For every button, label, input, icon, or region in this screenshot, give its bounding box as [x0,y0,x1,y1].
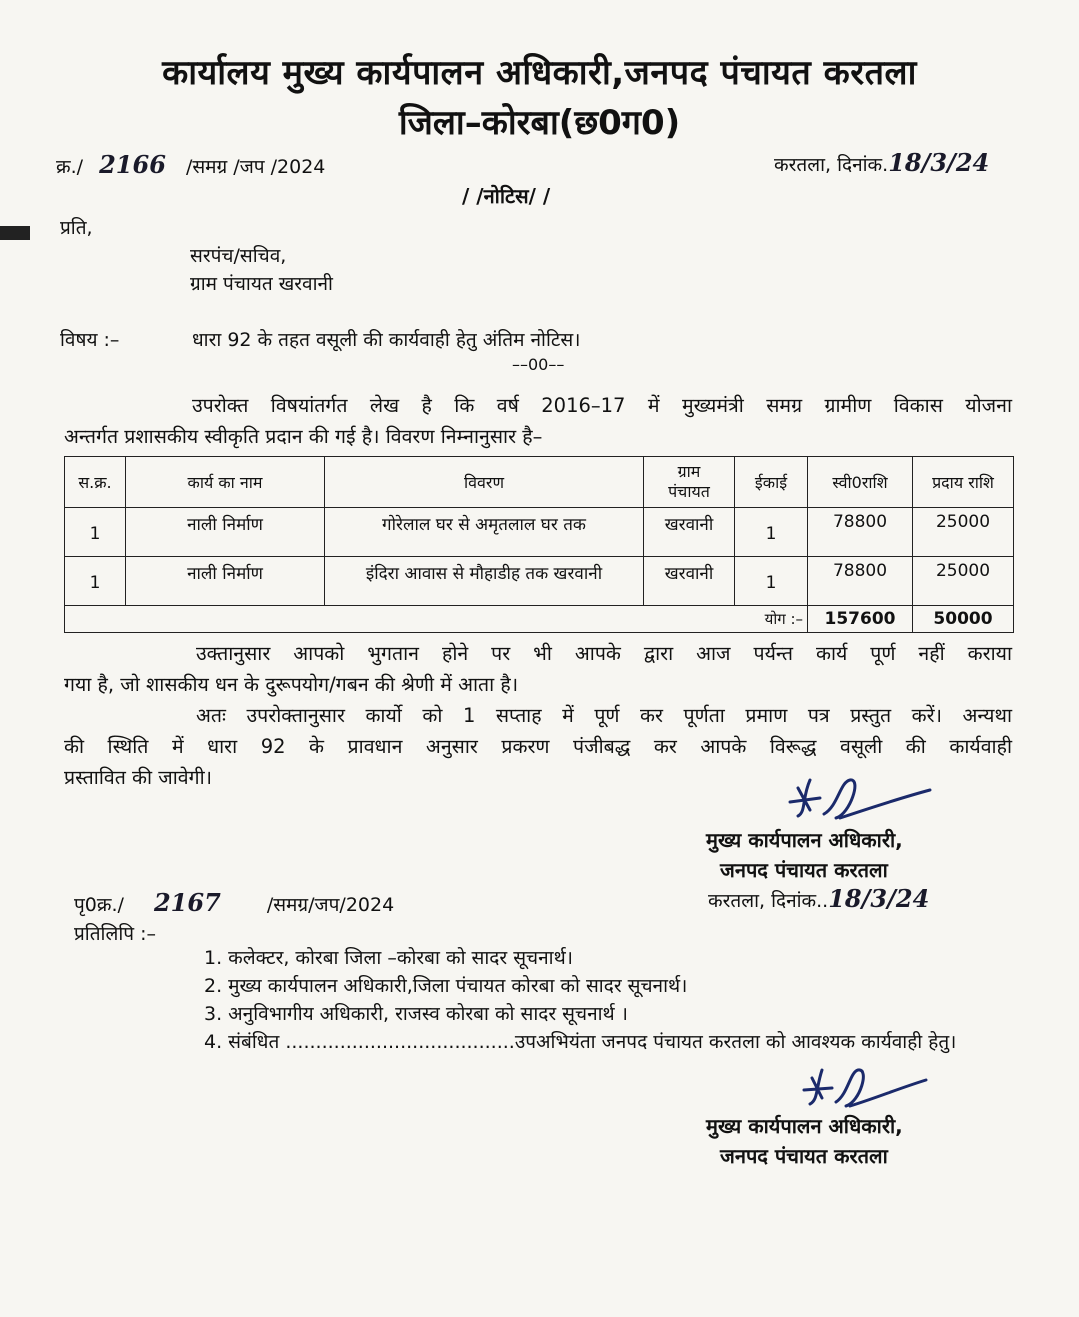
cell-details: गोरेलाल घर से अमृतलाल घर तक [325,508,644,557]
recipient-line2: ग्राम पंचायत खरवानी [190,273,333,295]
copy-item: 1. कलेक्टर, कोरबा जिला –कोरबा को सादर सूचनार्थ। [204,947,573,969]
reference-number: 2166 [99,150,166,179]
cell-work-name: नाली निर्माण [126,508,325,557]
cell-gram: खरवानी [644,557,735,606]
header-sanctioned: स्वी0राशि [808,457,913,508]
intro-paragraph [64,390,1012,452]
place-date-label: करतला, दिनांक. [774,154,889,176]
signature-1-handwritten-date: 18/3/24 [828,884,930,913]
total-label: योग :– [65,606,808,633]
table-header-row [65,457,1014,508]
table-total-row [65,606,1014,633]
handwritten-date: 18/3/24 [888,148,990,177]
signature-2-office: जनपद पंचायत करतला [720,1144,888,1168]
table-row [65,508,1014,557]
total-sanctioned: 157600 [808,606,913,633]
works-table [64,456,1014,633]
intro-line1: उपरोक्त विषयांतर्गत लेख है कि वर्ष 2016–17 में मुख्यमंत्री समग्र ग्रामीण विकास योजना [192,394,1012,417]
body2-line3: प्रस्तावित की जावेगी। [64,766,213,789]
copy-item: 4. संबंधित ......................................उपअभियंता जनपद पंचायत करतला को आवश्यक कार्यवाही हेतु। [204,1031,957,1053]
cell-released: 25000 [913,508,1014,557]
copy-item: 3. अनुविभागीय अधिकारी, राजस्व कोरबा को सादर सूचनार्थ । [204,1003,628,1025]
endorsement-number: 2167 [153,888,221,917]
subject-text: धारा 92 के तहत वसूली की कार्यवाही हेतु अंतिम नोटिस। [192,329,581,351]
header-details: विवरण [325,457,644,508]
header-work-name: कार्य का नाम [126,457,325,508]
cell-unit: 1 [735,508,808,557]
cell-sno: 1 [65,508,126,557]
scan-edge-mark [0,226,30,240]
copy-item: 2. मुख्य कार्यपालन अधिकारी,जिला पंचायत कोरबा को सादर सूचनार्थ। [204,975,688,997]
reference-date [774,148,989,177]
district-title: जिला–कोरबा(छ0ग0) [398,103,681,143]
notice-heading: / /नोटिस/ / [462,184,551,208]
recipient-line1: सरपंच/सचिव, [190,245,287,267]
body1-line2: गया है, जो शासकीय धन के दुरूपयोग/गबन की श्रेणी में आता है। [64,673,519,696]
intro-line2: अन्तर्गत प्रशासकीय स्वीकृति प्रदान की गई है। विवरण निम्नानुसार है– [64,425,543,448]
reference-prefix: क्र./ [56,156,84,178]
copy-label: प्रतिलिपि :– [74,923,157,945]
cell-details: इंदिरा आवास से मौहाडीह तक खरवानी [325,557,644,606]
signature-1-mark [780,768,940,832]
reference-line [56,150,325,179]
signature-1-office: जनपद पंचायत करतला [720,858,888,882]
body-paragraph-1 [64,638,1012,700]
cell-unit: 1 [735,557,808,606]
subject-label: विषय :– [60,329,120,351]
endorsement-prefix: पृ0क्र./ [74,894,124,916]
signature-1-place-date-label: करतला, दिनांक.. [708,890,829,912]
signature-1-designation: मुख्य कार्यपालन अधिकारी, [706,828,903,852]
subject-separator: ––00–– [512,355,565,374]
header-released: प्रदाय राशि [913,457,1014,508]
to-label: प्रति, [60,217,93,239]
endorsement-suffix: /समग्र/जप/2024 [266,894,395,916]
body2-line2: की स्थिति में धारा 92 के प्रावधान अनुसार प्रकरण पंजीबद्ध कर आपके विरूद्ध वसूली की कार्यवाही [64,735,1012,758]
header-sno: स.क्र. [65,457,126,508]
cell-work-name: नाली निर्माण [126,557,325,606]
office-title: कार्यालय मुख्य कार्यपालन अधिकारी,जनपद पंचायत करतला [162,53,917,93]
header-gram-panchayat: ग्राम पंचायत [644,457,735,508]
header-unit: ईकाई [735,457,808,508]
signature-1-date [708,884,929,913]
body2-line1: अतः उपरोक्तानुसार कार्यो को 1 सप्ताह में पूर्ण कर पूर्णता प्रमाण पत्र प्रस्तुत करें। अन्यथा [196,704,1012,727]
cell-released: 25000 [913,557,1014,606]
cell-sanctioned: 78800 [808,508,913,557]
cell-sanctioned: 78800 [808,557,913,606]
cell-gram: खरवानी [644,508,735,557]
signature-2-mark [796,1062,936,1118]
total-released: 50000 [913,606,1014,633]
reference-suffix: /समग्र /जप /2024 [185,156,326,178]
endorsement-line [74,888,394,917]
table-row [65,557,1014,606]
signature-2-designation: मुख्य कार्यपालन अधिकारी, [706,1114,903,1138]
cell-sno: 1 [65,557,126,606]
body1-line1: उक्तानुसार आपको भुगतान होने पर भी आपके द्वारा आज पर्यन्त कार्य पूर्ण नहीं कराया [196,642,1012,665]
